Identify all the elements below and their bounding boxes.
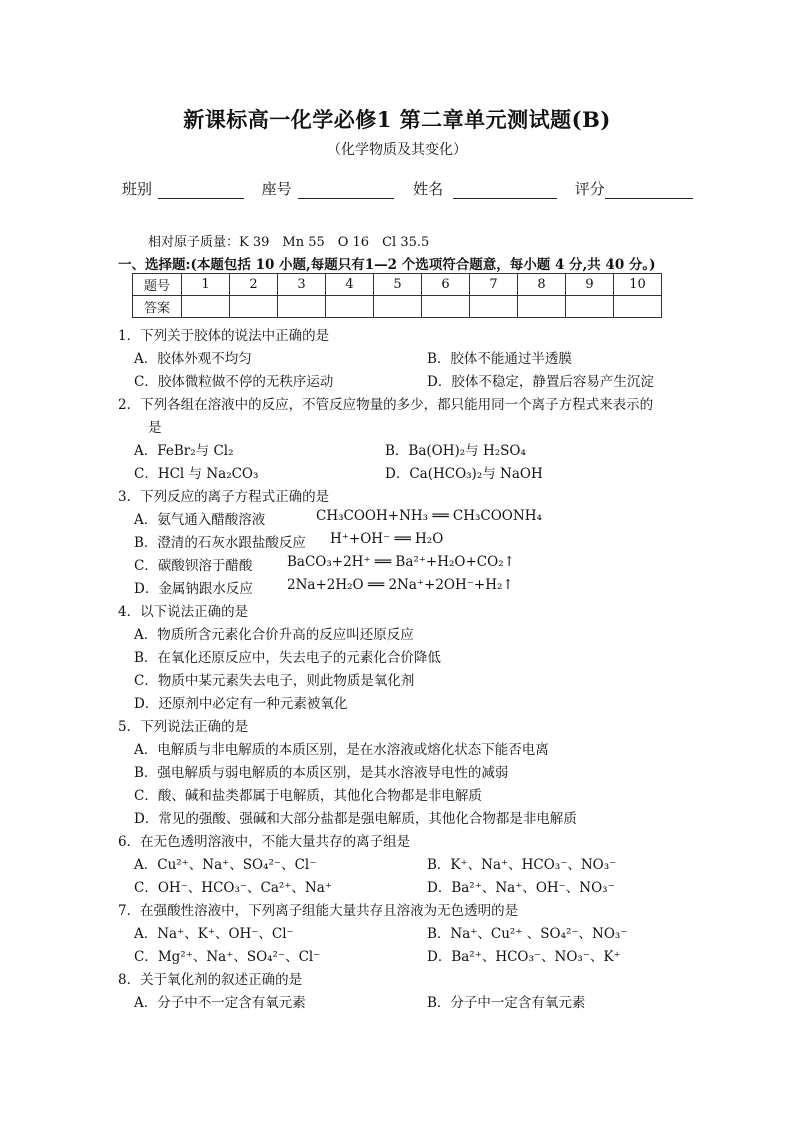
question-2-option-a: A．FeBr₂与 Cl₂ xyxy=(134,443,234,459)
name-field[interactable] xyxy=(453,183,557,199)
question-number: 7 xyxy=(470,274,518,296)
student-info-line xyxy=(122,178,682,199)
question-3-option-b: B．澄清的石灰水跟盐酸反应 xyxy=(134,535,306,551)
answer-cell[interactable] xyxy=(230,296,278,318)
answer-cell[interactable] xyxy=(278,296,326,318)
question-3-option-c: C．碳酸钡溶于醋酸 xyxy=(134,558,253,574)
question-2-option-c: C．HCl 与 Na₂CO₃ xyxy=(134,466,259,482)
question-4-option-a: A．物质所含元素化合价升高的反应叫还原反应 xyxy=(134,627,414,643)
table-header-label: 题号 xyxy=(133,274,182,296)
answer-cell[interactable] xyxy=(326,296,374,318)
seat-label: 座号 xyxy=(261,180,292,198)
answer-cell[interactable] xyxy=(374,296,422,318)
question-1-option-b: B．胶体不能通过半透膜 xyxy=(427,351,572,367)
atomic-masses: 相对原子质量：K 39 Mn 55 O 16 Cl 35.5 xyxy=(148,235,430,250)
question-5-stem: 5．下列说法正确的是 xyxy=(118,719,249,735)
answer-cell[interactable] xyxy=(518,296,566,318)
question-number: 10 xyxy=(614,274,662,296)
answer-cell[interactable] xyxy=(566,296,614,318)
question-3-equation-c: BaCO₃+2H⁺ ══ Ba²⁺+H₂O+CO₂↑ xyxy=(287,554,515,570)
answer-cell[interactable] xyxy=(182,296,230,318)
page-title: 新课标高一化学必修1 第二章单元测试题(B) xyxy=(183,107,611,132)
question-2-option-d: D．Ca(HCO₃)₂与 NaOH xyxy=(385,466,543,482)
page-subtitle: （化学物质及其变化） xyxy=(327,142,467,158)
question-4-option-d: D．还原剂中必定有一种元素被氧化 xyxy=(134,696,348,712)
answer-cell[interactable] xyxy=(422,296,470,318)
question-3-equation-b: H⁺+OH⁻ ══ H₂O xyxy=(330,531,444,547)
question-2-stem: 2．下列各组在溶液中的反应，不管反应物量的多少，都只能用同一个离子方程式来表示的 xyxy=(118,397,654,413)
question-1-stem: 1．下列关于胶体的说法中正确的是 xyxy=(118,328,330,344)
score-label: 评分 xyxy=(574,180,605,198)
section-heading: 一、选择题:(本题包括 10 小题,每题只有1—2 个选项符合题意，每小题 4 分,共 40 分。) xyxy=(118,257,656,273)
question-6-option-c: C．OH⁻、HCO₃⁻、Ca²⁺、Na⁺ xyxy=(134,880,332,896)
question-7-option-a: A．Na⁺、K⁺、OH⁻、Cl⁻ xyxy=(134,926,294,942)
question-number: 3 xyxy=(278,274,326,296)
question-number: 5 xyxy=(374,274,422,296)
answer-row-label: 答案 xyxy=(133,296,182,318)
question-3-stem: 3．下列反应的离子方程式正确的是 xyxy=(118,489,330,505)
question-3-option-d: D．金属钠跟水反应 xyxy=(134,581,253,597)
question-8-option-b: B．分子中一定含有氧元素 xyxy=(427,995,586,1011)
question-number: 9 xyxy=(566,274,614,296)
question-1-option-c: C．胶体微粒做不停的无秩序运动 xyxy=(134,374,334,390)
question-7-option-b: B．Na⁺、Cu²⁺ 、SO₄²⁻、NO₃⁻ xyxy=(427,926,628,942)
question-4-option-c: C．物质中某元素失去电子，则此物质是氧化剂 xyxy=(134,673,415,689)
question-3-option-a: A．氨气通入醋酸溶液 xyxy=(134,512,266,528)
class-field[interactable] xyxy=(158,183,244,199)
question-8-option-a: A．分子中不一定含有氧元素 xyxy=(134,995,306,1011)
question-4-option-b: B．在氧化还原反应中，失去电子的元素化合价降低 xyxy=(134,650,441,666)
question-6-option-a: A．Cu²⁺、Na⁺、SO₄²⁻、Cl⁻ xyxy=(134,857,317,873)
question-5-option-b: B．强电解质与弱电解质的本质区别，是其水溶液导电性的减弱 xyxy=(134,765,509,781)
class-label: 班别 xyxy=(122,180,153,198)
seat-field[interactable] xyxy=(298,183,394,199)
answer-table xyxy=(132,273,662,318)
question-number: 4 xyxy=(326,274,374,296)
question-number: 1 xyxy=(182,274,230,296)
question-7-option-d: D．Ba²⁺、HCO₃⁻、NO₃⁻、K⁺ xyxy=(427,949,621,965)
question-7-stem: 7．在强酸性溶液中，下列离子组能大量共存且溶液为无色透明的是 xyxy=(118,903,519,919)
question-5-option-d: D．常见的强酸、强碱和大部分盐都是强电解质，其他化合物都是非电解质 xyxy=(134,811,577,827)
question-1-option-d: D．胶体不稳定，静置后容易产生沉淀 xyxy=(427,374,654,390)
answer-cell[interactable] xyxy=(614,296,662,318)
question-8-stem: 8．关于氧化剂的叙述正确的是 xyxy=(118,972,303,988)
question-number: 6 xyxy=(422,274,470,296)
table-row xyxy=(133,296,662,318)
question-number: 8 xyxy=(518,274,566,296)
question-2-stem-continued: 是 xyxy=(148,420,162,436)
question-2-option-b: B．Ba(OH)₂与 H₂SO₄ xyxy=(385,443,526,459)
question-5-option-a: A．电解质与非电解质的本质区别，是在水溶液或熔化状态下能否电离 xyxy=(134,742,549,758)
question-3-equation-d: 2Na+2H₂O ══ 2Na⁺+2OH⁻+H₂↑ xyxy=(287,577,514,593)
question-7-option-c: C．Mg²⁺、Na⁺、SO₄²⁻、Cl⁻ xyxy=(134,949,321,965)
question-4-stem: 4．以下说法正确的是 xyxy=(118,604,249,620)
question-3-equation-a: CH₃COOH+NH₃ ══ CH₃COONH₄ xyxy=(316,508,542,524)
name-label: 姓名 xyxy=(413,180,444,198)
answer-cell[interactable] xyxy=(470,296,518,318)
question-5-option-c: C．酸、碱和盐类都属于电解质，其他化合物都是非电解质 xyxy=(134,788,482,804)
question-6-option-d: D．Ba²⁺、Na⁺、OH⁻、NO₃⁻ xyxy=(427,880,615,896)
question-6-option-b: B．K⁺、Na⁺、HCO₃⁻、NO₃⁻ xyxy=(427,857,617,873)
question-6-stem: 6．在无色透明溶液中，不能大量共存的离子组是 xyxy=(118,834,411,850)
question-1-option-a: A．胶体外观不均匀 xyxy=(134,351,252,367)
question-number: 2 xyxy=(230,274,278,296)
score-field[interactable] xyxy=(605,183,693,199)
table-row xyxy=(133,274,662,296)
